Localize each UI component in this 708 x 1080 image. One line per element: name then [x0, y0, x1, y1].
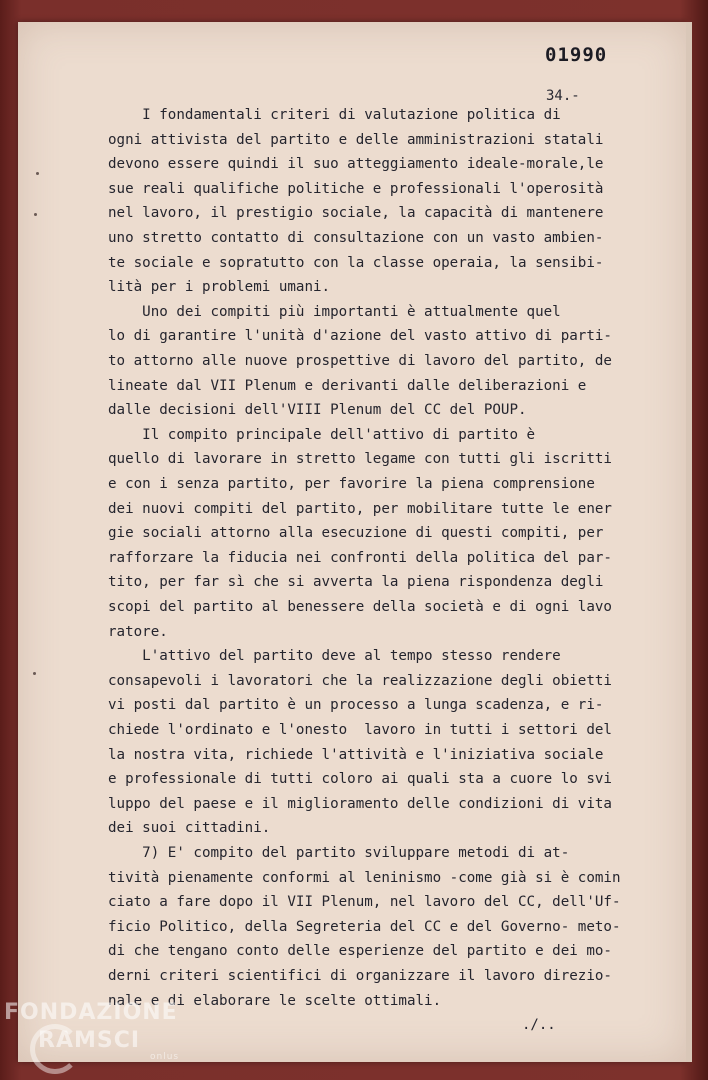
text-line: consapevoli i lavoratori che la realizzazione degli obietti: [108, 672, 612, 689]
text-line: I fondamentali criteri di valutazione politica di: [108, 107, 561, 123]
text-line: nale e di elaborare le scelte ottimali.: [108, 992, 442, 1009]
text-line: ratore.: [108, 623, 168, 640]
text-line: to attorno alle nuove prospettive di lavoro del partito, de: [108, 353, 612, 369]
text-line: la nostra vita, richiede l'attività e l'iniziativa sociale: [108, 746, 604, 763]
text-line: devono essere quindi il suo atteggiamento ideale-morale,le: [108, 156, 604, 173]
text-line: L'attivo del partito deve al tempo stesso rendere: [108, 648, 561, 665]
text-line: nel lavoro, il prestigio sociale, la capacità di mantenere: [108, 205, 604, 222]
watermark-line2: RAMSCI: [38, 1028, 141, 1053]
page-number: 34.-: [546, 88, 580, 104]
document-number: 01990: [545, 44, 608, 66]
text-line: dalle decisioni dell'VIII Plenum del CC del POUP.: [108, 402, 527, 419]
text-line: tito, per far sì che si avverta la piena rispondenza degli: [108, 574, 604, 591]
text-line: te sociale e sopratutto con la classe operaia, la sensibi-: [108, 254, 604, 271]
text-line: tività pienamente conformi al leninismo -come già si è comin: [108, 869, 621, 886]
text-line: chiede l'ordinato e l'onesto lavoro in tutti i settori del: [108, 722, 612, 738]
page-edge: [686, 22, 692, 1062]
text-line: ogni attivista del partito e delle amministrazioni statali: [108, 131, 604, 148]
text-line: lo di garantire l'unità d'azione del vasto attivo di parti-: [108, 328, 612, 345]
text-line: Il compito principale dell'attivo di partito è: [108, 426, 536, 443]
text-line: uno stretto contatto di consultazione con un vasto ambien-: [108, 230, 604, 246]
text-line: e professionale di tutti coloro ai quali sta a cuore lo svi: [108, 771, 612, 788]
margin-speck: [34, 213, 37, 216]
text-line: e con i senza partito, per favorire la piena comprensione: [108, 476, 595, 492]
text-line: 7) E' compito del partito sviluppare metodi di at-: [108, 845, 570, 861]
margin-speck: [33, 672, 36, 675]
text-line: lità per i problemi umani.: [108, 279, 331, 296]
text-line: scopi del partito al benessere della società e di ogni lavo: [108, 599, 612, 615]
text-line: gie sociali attorno alla esecuzione di questi compiti, per: [108, 525, 604, 542]
watermark-line1: FONDAZIONE: [4, 1000, 178, 1025]
margin-speck: [36, 172, 39, 175]
watermark-suffix: onlus: [150, 1052, 180, 1062]
text-line: di che tengano conto delle esperienze del partito e dei mo-: [108, 943, 612, 960]
text-line: dei suoi cittadini.: [108, 820, 271, 837]
text-line: sue reali qualifiche politiche e professionali l'operosità: [108, 180, 604, 197]
text-line: ficio Politico, della Segreteria del CC e del Governo- meto-: [108, 918, 621, 935]
text-line: lineate dal VII Plenum e derivanti dalle deliberazioni e: [108, 377, 587, 394]
text-line: rafforzare la fiducia nei confronti della politica del par-: [108, 549, 612, 566]
text-line: dei nuovi compiti del partito, per mobilitare tutte le ener: [108, 500, 612, 517]
continuation-mark: ./..: [522, 1017, 556, 1033]
text-line: Uno dei compiti più importanti è attualmente quel: [108, 303, 561, 320]
watermark-logo: [4, 1000, 180, 1062]
text-line: derni criteri scientifici di organizzare il lavoro direzio-: [108, 968, 612, 984]
text-line: vi posti dal partito è un processo a lunga scadenza, e ri-: [108, 697, 604, 714]
text-line: luppo del paese e il miglioramento delle condizioni di vita: [108, 795, 612, 812]
text-line: quello di lavorare in stretto legame con tutti gli iscritti: [108, 451, 612, 468]
text-line: ciato a fare dopo il VII Plenum, nel lavoro del CC, dell'Uf-: [108, 894, 621, 911]
